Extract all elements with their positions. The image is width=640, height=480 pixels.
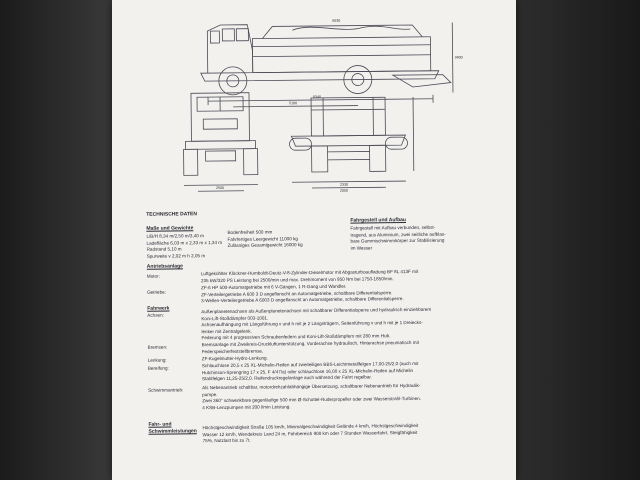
- text-line: Bremsanlage mit Zweikreis-Druckluftunterstützung, Vorderachse hydraulisch, Hinterachse pneumatisch mit: [201, 339, 419, 348]
- text-line: Ladefläche 6,03 m x 2,33 m x 1,34 m: [146, 239, 223, 246]
- text-line: im Wasser: [350, 245, 373, 251]
- text-line: Federspeicherfeststellbremse.: [201, 348, 264, 354]
- bereifung-block: [202, 361, 419, 383]
- motor-block: [201, 269, 419, 284]
- text-line: Radstand 5,10 m: [146, 246, 182, 252]
- section-heading-fahrleistung: [148, 421, 196, 435]
- dim-label: 2500: [215, 185, 224, 191]
- text-line: 3-Wellen-Verteilergetriebe A 6003 D angeflanscht an Automatgetriebe, schaltbare Differentialsperre.: [201, 296, 404, 304]
- getriebe-block: [201, 283, 404, 305]
- text-line: Als Nebenantrieb schaltbar, motordrehzahlabhängige Übersetzung, schaltbarer Nebenantrieb für Hydraulik-: [202, 382, 421, 391]
- getriebe-label: Getriebe:: [147, 289, 166, 295]
- bereifung-label: Bereifung:: [147, 365, 169, 371]
- text-line: Höchstgeschwindigkeit Straße 105 km/h, Minimalgeschwindigkeit Gelände 4 km/h, Höchstgeschwindigkeit: [202, 422, 419, 431]
- masse-right-block: [227, 229, 302, 250]
- motor-label: Motor:: [146, 273, 160, 279]
- dim-label: 2050: [339, 188, 349, 193]
- section-heading-fahrwerk: Fahrwerk: [147, 305, 170, 312]
- rear-view: [289, 94, 414, 188]
- text-line: Zwei 360° schwenkbare gegenläufige 500 mm Ø-Schottel-Ruderpropeller oder zwei Wasserstrahl-Turbinen.: [202, 396, 422, 404]
- document-title: TECHNISCHE DATEN: [146, 211, 198, 218]
- dim-label: 6030: [332, 18, 341, 23]
- text-line: Luftgekühlter Klöckner-Humboldt-Deutz-V-8-Zylinder-Dieselmotor mit Abgasturboaufladung BF 8L 413F mit: [200, 268, 419, 277]
- text-line: bare Gummischwimmkörper zur Stabilisierung: [350, 237, 445, 244]
- sheet-content: [112, 0, 516, 480]
- section-heading-masse: Maße und Gewichte: [146, 225, 194, 232]
- text-line: Federung mit 4 progressiven Schraubenfedern und Koni-Lift-Stoßdämpfern mit 280 mm Hub.: [201, 333, 391, 341]
- side-view: [200, 23, 453, 108]
- vehicle-technical-drawing: [112, 0, 516, 202]
- achsen-block: [201, 307, 431, 342]
- masse-left-block: [146, 233, 222, 260]
- text-line: Fahrfertiges Leergewicht 11000 kg: [227, 235, 298, 242]
- text-line: 4 KSB-Lenzpumpen mit 200 l/min Leistung.: [202, 404, 291, 410]
- text-line: 235 kW/320 PS Leistung bei 2500/min und max. Drehmoment von 950 Nm bei 1750-1850/min.: [200, 275, 394, 283]
- section-heading-antrieb: Antriebsanlage: [146, 263, 183, 270]
- bremsen-label: Bremsen:: [147, 344, 168, 350]
- dim-label: 8340: [312, 94, 322, 100]
- text-line: Zulässiges Gesamtgewicht 16000 kg: [227, 242, 303, 249]
- front-view: [183, 93, 258, 192]
- schwimm-block: [202, 383, 421, 412]
- fahrleistung-block: [202, 423, 418, 445]
- achsen-label: Achsen:: [147, 312, 164, 318]
- text-line: Stahlfelgen 11,25-25/2,0. Reifendruckregelanlage auch während der Fahrt regelbar.: [201, 374, 372, 382]
- text-line: Hutchinson-Sprengring 17 x 25, F 4/47/a) oder schlauchlose 16,00 x 25 XL-Michelin-Reifen auf Michelin: [201, 367, 414, 375]
- text-line: Außenplanetenachsen als Außenplanetenachsen mit schaltbarer Differentialsperre und hydraulisch einziehbarem: [201, 306, 432, 315]
- dim-label: 3400: [454, 55, 463, 60]
- text-line: L/B/H 8,34 m/2,50 m/3,40 m: [146, 233, 204, 239]
- text-line: tragend, aus Aluminium, zwei seitliche aufblas-: [350, 231, 446, 238]
- dim-label: 5100: [289, 101, 298, 106]
- lenkung-label: Lenkung:: [147, 357, 167, 363]
- heading-line: Schwimmleistungen: [148, 427, 197, 435]
- bremsen-block: [202, 340, 419, 355]
- text-line: Spurweite v 2,02 m h 2,05 m: [146, 252, 206, 259]
- text-line: Fahrgestell mit Aufbau verbunden, selbst-: [350, 224, 436, 231]
- heading-line: Fahr- und: [148, 421, 172, 428]
- text-line: Koni-Lift-Stoßdämpfer 003-1001.: [201, 315, 269, 321]
- text-line: Wasser 12 km/h, Wendekreis Land 24 m, Fahrbereich 900 km oder 7 Stunden Wasserfahrt, Steigfähigkeit: [202, 429, 418, 437]
- text-line: ZF-6 HP 500-Automatgetriebe mit 6 V-Gängen, 1 R-Gang und Wandler.: [200, 283, 347, 291]
- schwimm-label: Schwimmantrieb:: [148, 387, 184, 393]
- text-line: ZF-Verteilergetriebe A 600 3 D angeflanscht an Automatgetriebe, schaltbare Differentialsperre.: [201, 289, 393, 297]
- lenkung-text: ZF-Kugelmutter-Hydro-Lenkung.: [201, 355, 268, 362]
- fahrgestell-block: [350, 225, 446, 252]
- text-line: Achsenaufhängung mit Längsführung v und h mit je 2 Längsträgern, Seitenführung v und h mit je 1 Dreiecks-: [201, 320, 423, 328]
- document-sheet: [112, 0, 516, 480]
- text-line: Schlauchlose 20,5 x 25 XL-Michelin-Reifen auf zweiteiligen BBS-Leichtmetallfelgen 17,00-25/2,0 (auch mit: [201, 360, 419, 369]
- text-line: lenker mit Zentralgelenk.: [201, 328, 252, 334]
- text-line: Bodenfreiheit 500 mm: [227, 229, 273, 235]
- text-line: pumpe.: [202, 391, 218, 397]
- dim-label: 2330: [339, 182, 348, 187]
- section-heading-fahrgestell: Fahrgestell und Aufbau: [350, 217, 406, 224]
- text-line: 75%, Nutzlast bis zu 7t.: [202, 437, 251, 444]
